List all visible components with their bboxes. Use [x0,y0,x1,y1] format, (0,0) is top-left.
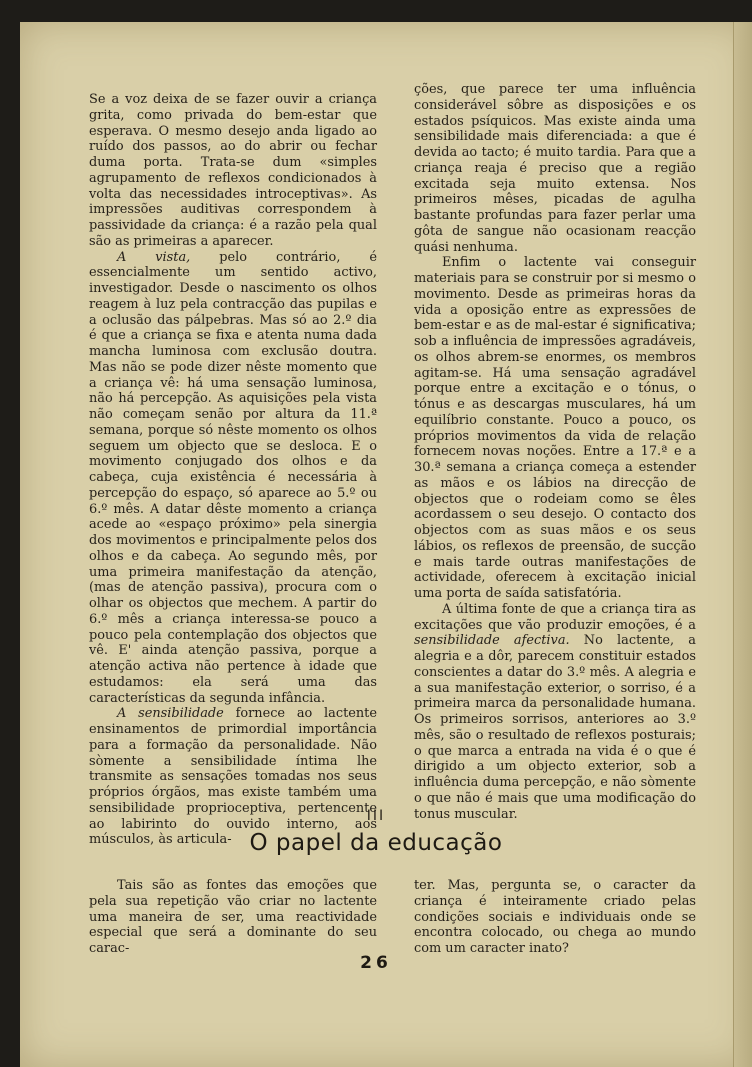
text-run: No lactente, a alegria e a dôr, parecem constituir estados conscientes a datar do 3.º mês. A alegria e a sua manifestação exterior, o sorriso, é a primeira marca da personalidade humana. Os primeiros sorrisos, anteriores ao 3.º mês, são o resultado de reflexos posturais; o que marca a entrada na vida é o que é dirigido a um objecto exterior, sob a influência duma percepção, e não sòmente o que não é mais que uma modificação do tonus muscular. [414,633,696,822]
page-binding-edge [733,22,752,1067]
bottom-left-text-column [89,878,377,957]
text-run: Se a voz deixa de se fazer ouvir a criança grita, como privada do bem-estar que esperava. O mesmo desejo anda ligado ao ruído dos passos, ao do abrir ou fechar duma porta. Trata-se dum «simples agrupamento de reflexos condicionados à volta das necessidades introceptivas». As impressões auditivas correspondem à passividade da criança: é a razão pela qual são as primeiras a aparecer. [89,92,377,249]
paragraph [414,255,696,602]
paragraph [414,82,696,255]
section-title: O papel da educação [249,830,503,856]
left-text-column [89,92,377,848]
paragraph [89,92,377,250]
section-numeral: III [366,808,386,824]
italic-term: A sensibilidade [117,706,224,722]
paragraph [89,706,377,848]
italic-term: sensibilidade afectiva. [414,633,570,649]
text-run: fornece ao lactente ensinamentos de primordial importância para a formação da personalidade. Não sòmente a sensibilidade íntima lhe transmite as sensações tomadas nos seus próprios órgãos, mas existe também uma sensibilidade proprioceptiva, pertencente ao labirinto do ouvido interno, aos músculos, às articula- [89,706,377,848]
paragraph [414,878,696,957]
text-run: ções, que parece ter uma influência considerável sôbre as disposições e os estados psíquicos. Mas existe ainda uma sensibilidade mais diferenciada: a que é devida ao tacto; é muito tardia. Para que a criança reaja é preciso que a região excitada seja muito extensa. Nos primeiros mêses, picadas de agulha bastante profundas para fazer perlar uma gôta de sangue não ocasionam reacção quási nenhuma. [414,82,696,255]
text-run: ter. Mas, pergunta se, o caracter da criança é inteiramente criado pelas condições sociais e individuais onde se encontra colocado, ou chega ao mundo com um caracter inato? [414,878,696,956]
text-run: Enfim o lactente vai conseguir materiais para se construir por si mesmo o movimento. Desde as primeiras horas da vida a oposição entre as expressões de bem-estar e as de mal-estar é significativa; sob a influência de impressões agradáveis, os olhos abrem-se enormes, os membros agitam-se. Há uma sensação agradável porque entre a excitação e o tónus, o tónus e as descargas musculares, há um equilíbrio constante. Pouco a pouco, os próprios movimentos da vida de relação fornecem novas noções. Entre a 17.ª e a 30.ª semana a criança começa a estender as mãos e os lábios na direcção de objectos que o rodeiam como se êles acordassem o seu desejo. O contacto dos objectos com as suas mãos e os seus lábios, os reflexos de preensão, de sucção e mais tarde outras manifestações de actividade, oferecem à excitação inicial uma porta de saída satisfatória. [414,255,696,601]
paragraph [89,878,377,957]
right-text-column [414,82,696,822]
paragraph [89,250,377,707]
text-run: A última fonte de que a criança tira as excitações que vão produzir emoções, é a [414,601,696,633]
text-run: pelo contrário, é essencialmente um sentido activo, investigador. Desde o nascimento os olhos reagem à luz pela contracção das pupilas e a oclusão das pálpebras. Mas só ao 2.º dia é que a criança se fixa e atenta numa dada mancha luminosa com exclusão doutra. Mas não se pode dizer nêste momento que a criança vê: há uma sensação luminosa, não há percepção. As aquisições pela vista não começam senão por altura da 11.ª semana, porque só nêste momento os olhos seguem um objecto que se desloca. E o movimento conjugado dos olhos e da cabeça, cuja existência é necessária à percepção do espaço, só aparece ao 5.º ou 6.º mês. A datar dêste momento a criança acede ao «espaço próximo» pela sinergia dos movimentos e principalmente pelos dos olhos e da cabeça. Ao segundo mês, por uma primeira manifestação da atenção, (mas de atenção passiva), procura com o olhar os objectos que mechem. A partir do 6.º mês a criança interessa-se pouco a pouco pela contemplação dos objectos que vê. E' ainda atenção passiva, porque a atenção activa não pertence à idade que estudamos: ela será uma das características da segunda infância. [89,249,378,706]
text-run: Tais são as fontes das emoções que pela sua repetição vão criar no lactente uma maneira de ser, uma reactividade especial que será a dominante do seu carac- [89,878,377,956]
italic-term: A vista, [117,249,191,265]
bottom-right-text-column [414,878,696,957]
page-number: 26 [360,953,392,973]
paragraph [414,602,696,823]
